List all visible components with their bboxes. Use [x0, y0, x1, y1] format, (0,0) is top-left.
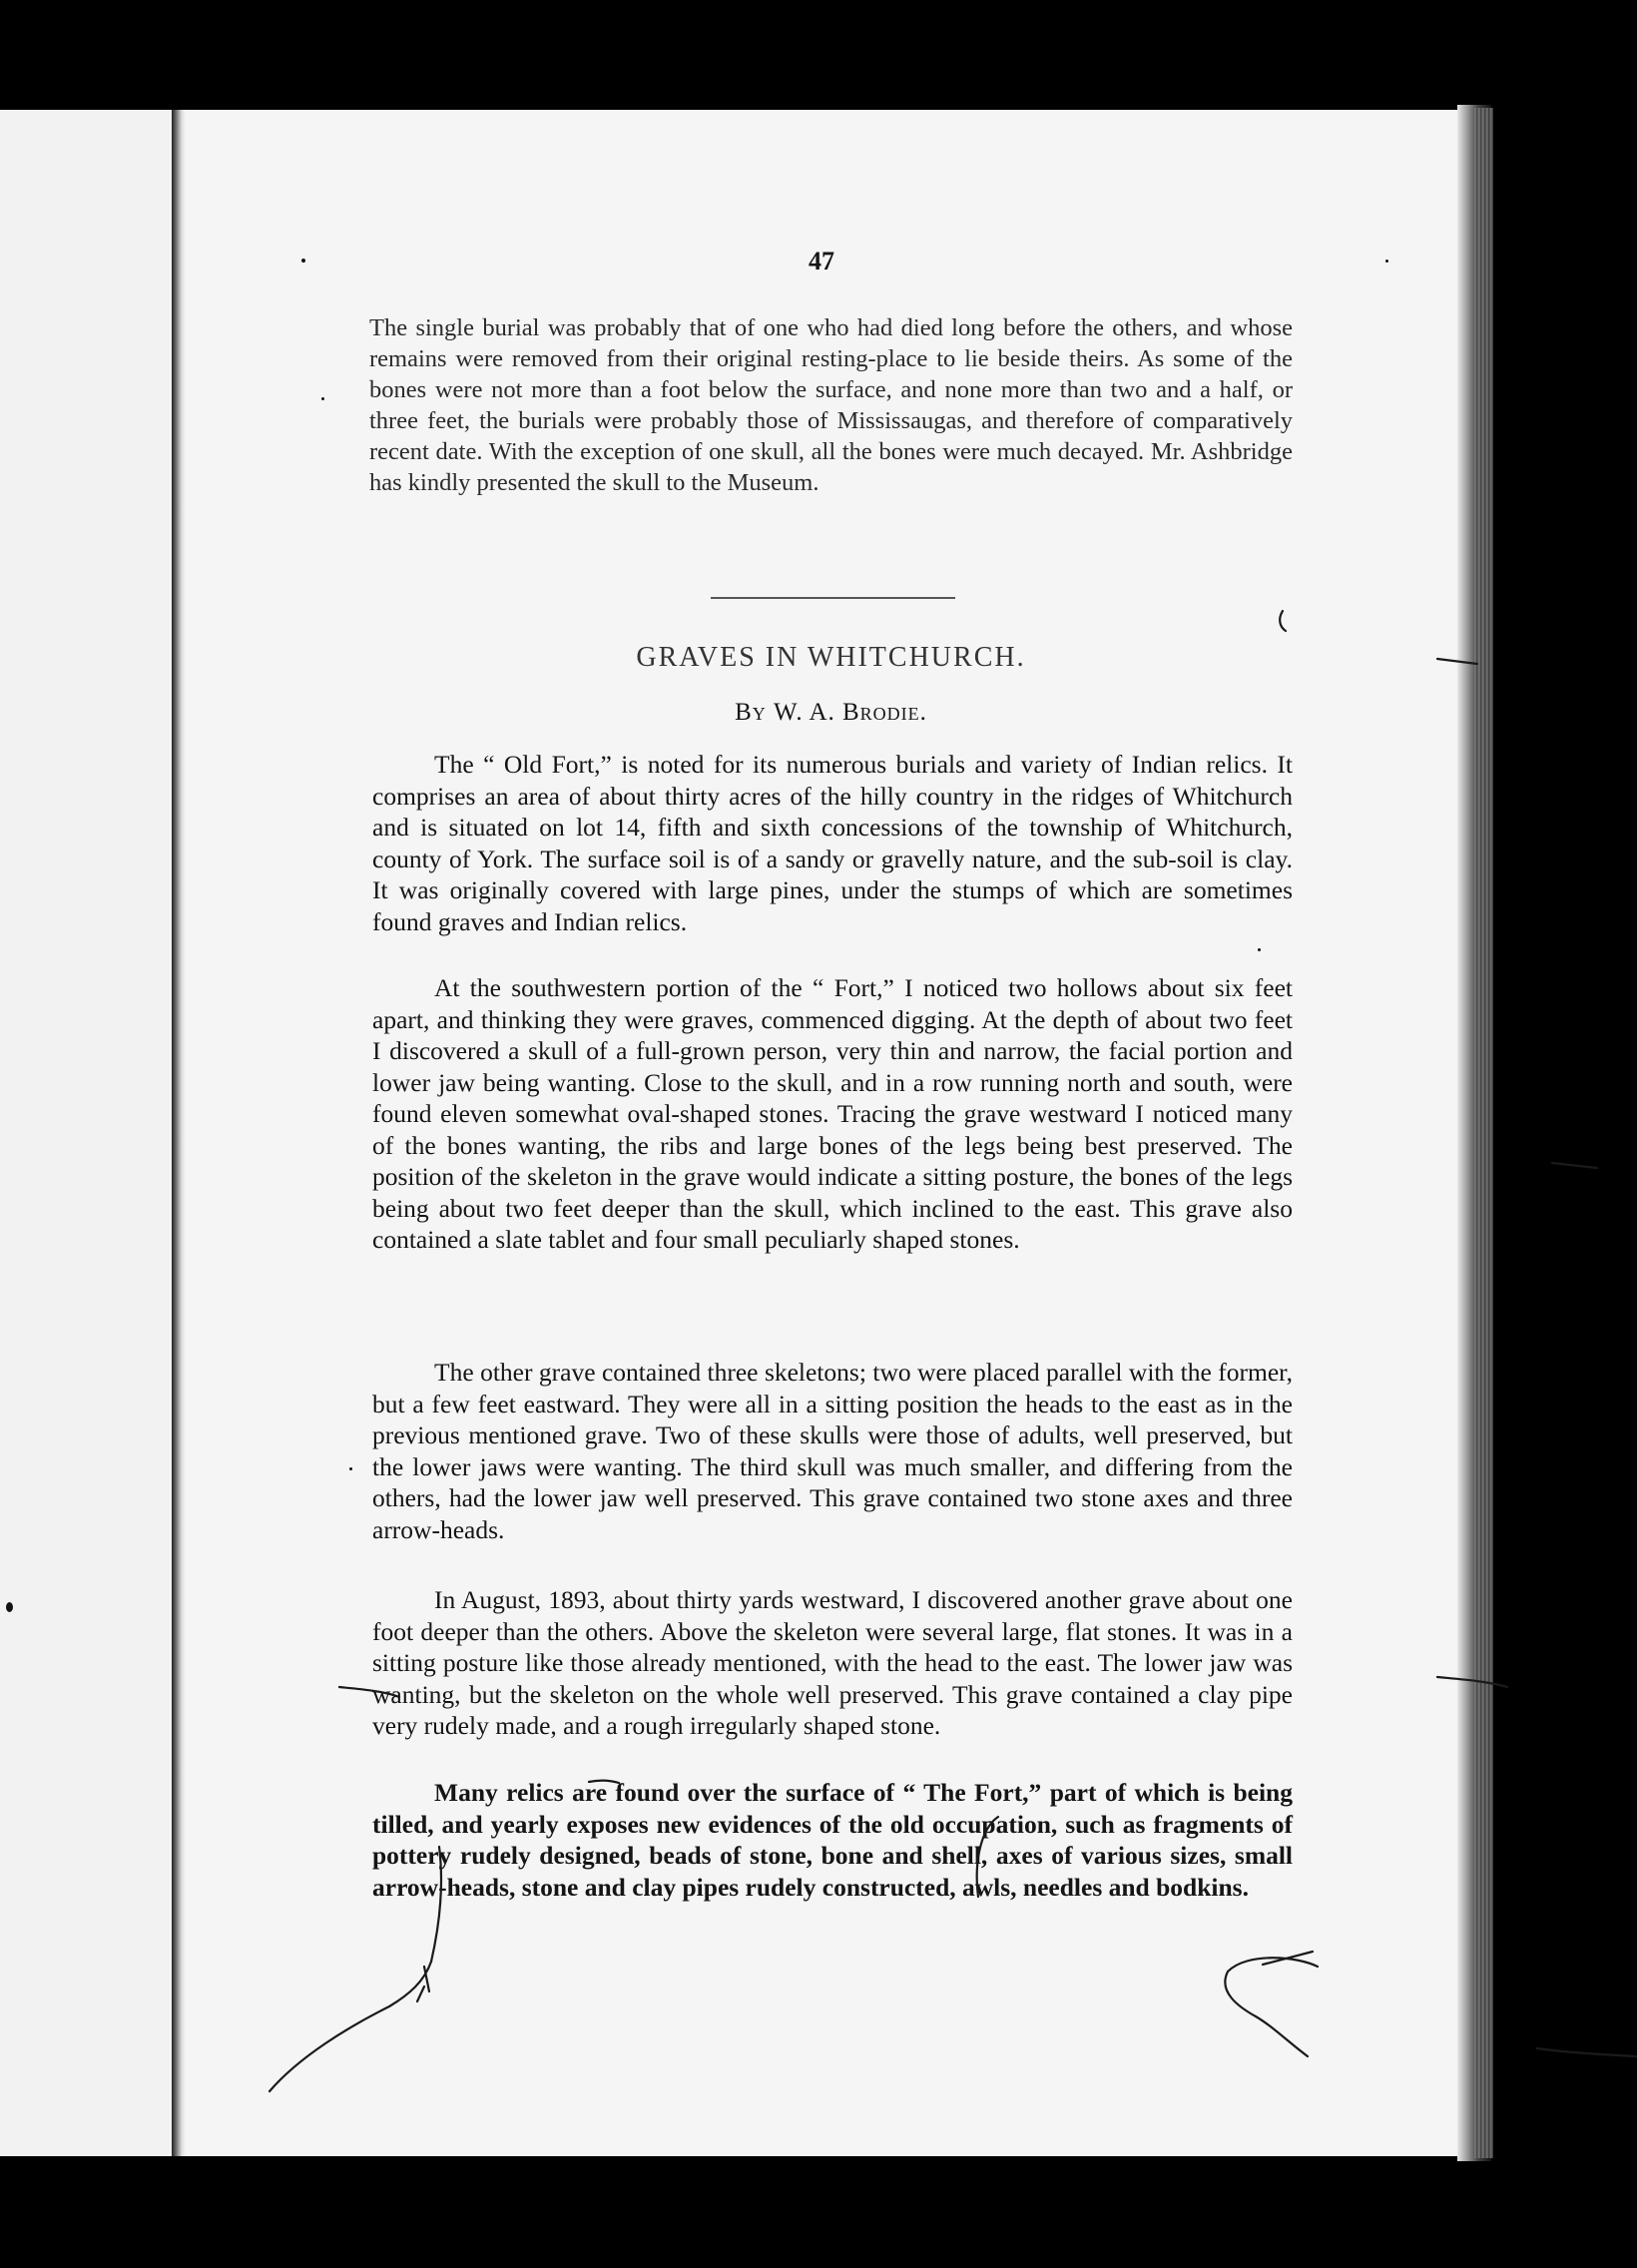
section-divider — [711, 597, 955, 599]
ink-speck — [349, 1467, 352, 1470]
ink-speck — [1258, 948, 1261, 951]
ink-speck — [321, 397, 324, 400]
pen-stroke — [1537, 2048, 1637, 2056]
ink-speck — [301, 259, 305, 263]
byline-author: W. A. Brodie. — [774, 699, 927, 726]
body-paragraph: The other grave contained three skeletons; two were placed parallel with the former, but a few feet eastward. They were all in a sitting position the heads to the east as in the previous mentioned grave. Two of these skulls were those of adults, well preserved, but the lower jaws were wanting. The third skull was much smaller, and differing from the others, had the lower jaw well preserved. This grave contained two stone axes and three arrow-heads. — [372, 1358, 1293, 1544]
left-page-margin — [0, 110, 176, 2156]
body-paragraph: In August, 1893, about thirty yards westward, I discovered another grave about one foot deeper than the others. Above the skeleton were several large, flat stones. It was in a sitting posture like those already mentioned, with the head to the east. The lower jaw was wanting, but the skeleton on the whole well preserved. This grave contained a clay pipe very rudely made, and a rough irregularly shaped stone. — [372, 1585, 1293, 1740]
ink-speck — [1385, 260, 1388, 263]
pen-stroke — [1552, 1163, 1597, 1168]
book-gutter — [172, 110, 186, 2156]
page-stack-edge — [1473, 108, 1493, 2158]
page-number: 47 — [809, 247, 834, 276]
body-paragraph: At the southwestern portion of the “ Fort,” I noticed two hollows about six feet apart, and thinking they were graves, commenced digging. At the depth of about two feet I discovered a skull of a full-grown person, very thin and narrow, the facial portion and lower jaw being wanting. Close to the skull, and in a row running north and south, were found eleven somewhat oval-shaped stones. Tracing the grave westward I noticed many of the bones wanting, the ribs and large bones of the legs being best preserved. The position of the skeleton in the grave would indicate a sitting posture, the bones of the legs being about two feet deeper than the skull, which inclined to the east. This grave also contained a slate tablet and four small peculiarly shaped stones. — [372, 973, 1293, 1254]
intro-paragraph: The single burial was probably that of one who had died long before the others, and whose remains were removed from their original resting-place to lie beside theirs. As some of the bones were not more than a foot below the surface, and none more than two and a half, or three feet, the burials were probably those of Mississaugas, and therefore of comparatively recent date. With the exception of one skull, all the bones were much decayed. Mr. Ashbridge has kindly presented the skull to the Museum. — [369, 314, 1293, 496]
byline-prefix: By — [735, 699, 767, 726]
body-paragraph: Many relics are found over the surface of “ The Fort,” part of which is being tilled, and yearly exposes new evidences of the old occupation, such as fragments of pottery rudely designed, beads of stone, bone and shell, axes of various sizes, small arrow-heads, stone and clay pipes rudely constructed, awls, needles and bodkins. — [372, 1778, 1293, 1902]
ink-speck — [6, 1602, 13, 1612]
body-paragraph: The “ Old Fort,” is noted for its numerous burials and variety of Indian relics. It comprises an area of about thirty acres of the hilly country in the ridges of Whitchurch and is situated on lot 14, fifth and sixth concessions of the township of Whitchurch, county of York. The surface soil is of a sandy or gravelly nature, and the sub-soil is clay. It was originally covered with large pines, under the stumps of which are sometimes found graves and Indian relics. — [372, 750, 1293, 936]
article-byline — [369, 699, 1293, 727]
article-title: GRAVES IN WHITCHURCH. — [636, 642, 1026, 673]
